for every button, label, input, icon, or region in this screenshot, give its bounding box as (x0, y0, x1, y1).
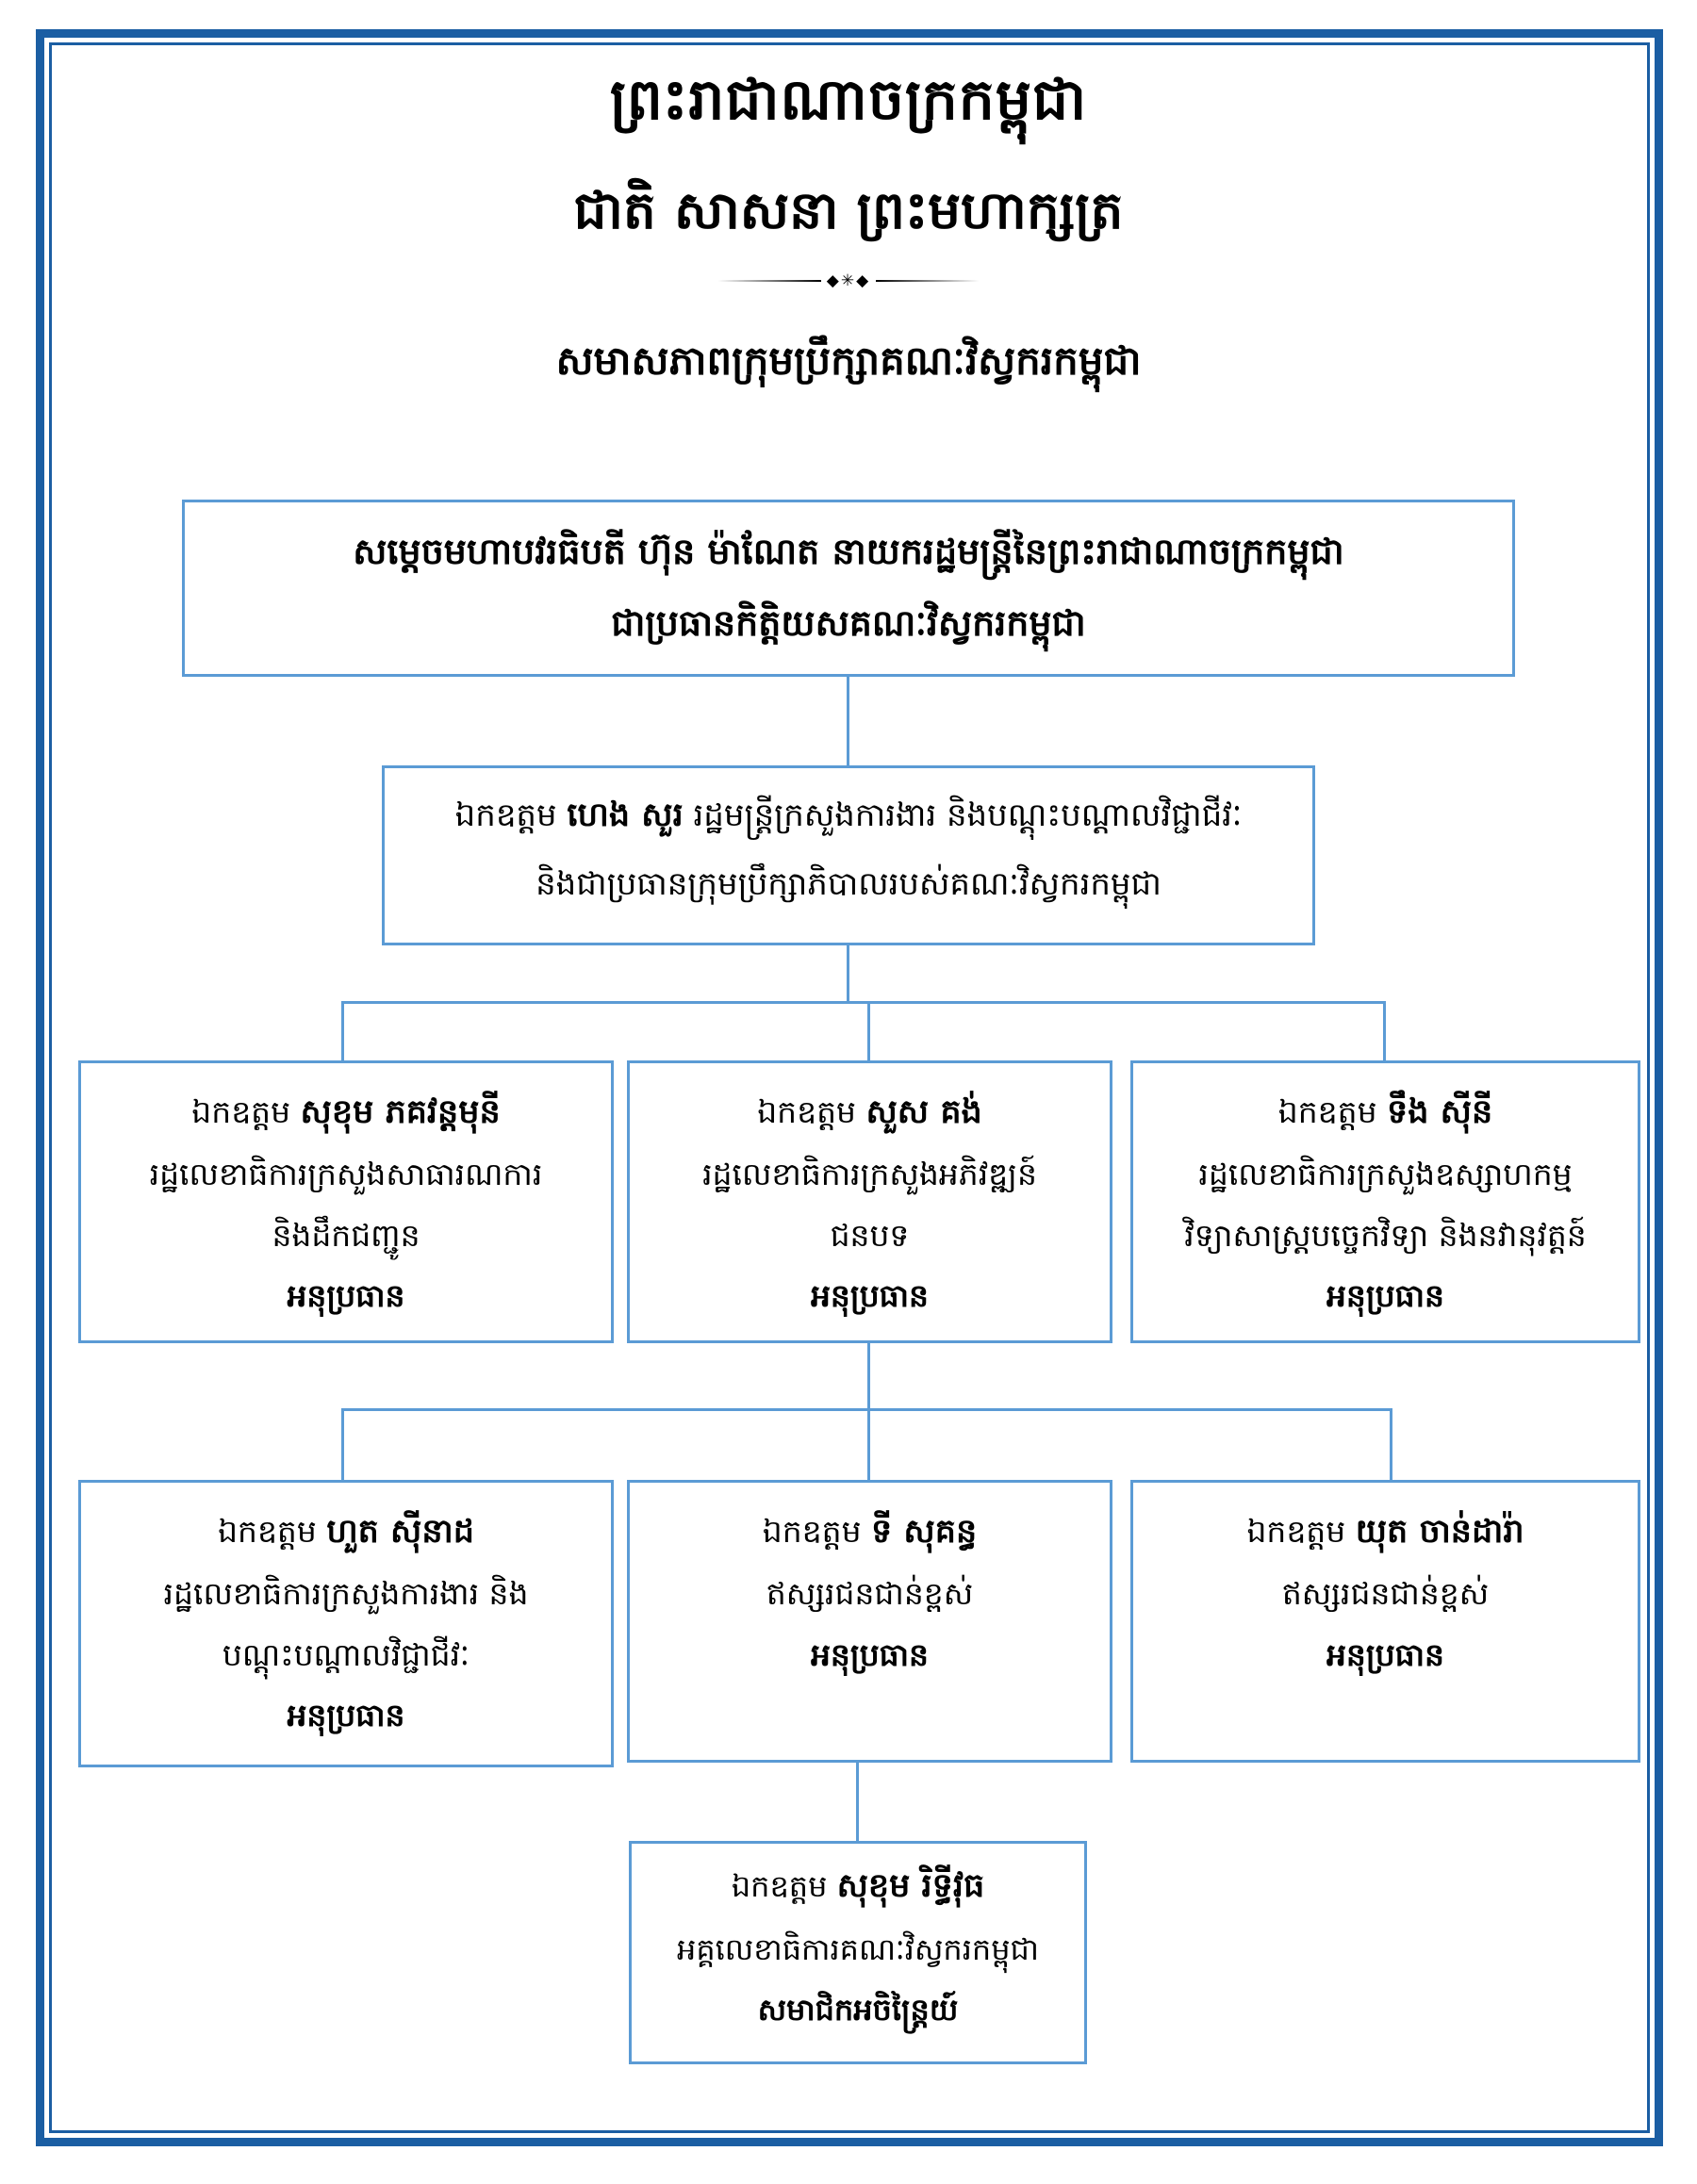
connector-line (867, 1408, 870, 1480)
role-line: រដ្ឋលេខាធិការក្រសួងឧស្សាហកម្ម (1198, 1156, 1573, 1193)
role-line: រដ្ឋលេខាធិការក្រសួងការងារ និង (163, 1575, 529, 1613)
secretary-general-box (629, 1841, 1087, 2064)
position-label: អនុប្រធាន (810, 1276, 930, 1314)
honorary-president-line1: សម្តេចមហាបវរធិបតី ហ៊ុន ម៉ាណែត នាយករដ្ឋមន្ត្រីនៃព្រះរាជាណាចក្រកម្ពុជា (353, 531, 1344, 572)
person-name: សុខុម រិទ្ធីវុធ (836, 1867, 985, 1905)
connector-line (847, 945, 849, 1004)
connector-line (856, 1763, 859, 1841)
role-line: ឥស្សរជនជាន់ខ្ពស់ (1281, 1575, 1490, 1613)
vice-president-box-misti (1130, 1060, 1640, 1343)
person-name: ទី សុគន្ធ (871, 1513, 978, 1551)
honorific: ឯកឧត្តម (454, 796, 557, 834)
person-name: សួស គង់ (865, 1093, 982, 1131)
role-line: ឥស្សរជនជាន់ខ្ពស់ (766, 1575, 974, 1613)
connector-line (867, 1343, 870, 1408)
role-line: បណ្តុះបណ្តាលវិជ្ជាជីវៈ (222, 1635, 470, 1673)
document-subtitle: សមាសភាពក្រុមប្រឹក្សាគណៈវិស្វករកម្ពុជា (555, 337, 1142, 384)
vice-president-box-dignitary-1 (627, 1480, 1112, 1763)
honorific: ឯកឧត្តម (218, 1513, 317, 1550)
ornament-line-left (717, 280, 821, 282)
honorific: ឯកឧត្តម (762, 1513, 862, 1550)
vice-president-box-dignitary-2 (1130, 1480, 1640, 1763)
position-label: អនុប្រធាន (810, 1635, 930, 1673)
honorific: ឯកឧត្តម (757, 1093, 856, 1130)
kingdom-title: ព្រះរាជាណាចក្រកម្ពុជា (609, 67, 1088, 133)
vice-president-box-mlvt (78, 1480, 614, 1767)
connector-line (1383, 1001, 1386, 1060)
role-line: វិទ្យាសាស្ត្របច្ចេកវិទ្យា និងនវានុវត្តន៍ (1184, 1216, 1587, 1254)
position-label: អនុប្រធាន (1326, 1276, 1445, 1314)
honorary-president-box (182, 500, 1515, 677)
role-line: រដ្ឋលេខាធិការក្រសួងសាធារណការ (149, 1156, 543, 1193)
connector-line (341, 1001, 1386, 1004)
honorific: ឯកឧត្តម (1246, 1513, 1346, 1550)
honorary-president-line2: ជាប្រធានកិត្តិយសគណៈវិស្វករកម្ពុជា (611, 602, 1086, 644)
chairman-role-line1: រដ្ឋមន្ត្រីក្រសួងការងារ និងបណ្តុះបណ្តាលវិជ្ជាជីវៈ (693, 796, 1243, 834)
ornament-line-right (876, 280, 980, 282)
board-chairman-box (382, 765, 1315, 945)
honorific: ឯកឧត្តម (191, 1093, 291, 1130)
role-line: រដ្ឋលេខាធិការក្រសួងអភិវឌ្ឍន៍ (702, 1156, 1037, 1193)
connector-line (1390, 1408, 1392, 1480)
person-name: ហួត ស៊ីនាដ (326, 1513, 474, 1551)
role-line: អគ្គលេខាធិការគណៈវិស្វករកម្ពុជា (677, 1931, 1039, 1967)
person-name: យុត ចាន់ដារ៉ា (1355, 1513, 1524, 1551)
motto-title: ជាតិ សាសនា ព្រះមហាក្សត្រ (573, 180, 1124, 240)
chairman-role-line2: និងជាប្រធានក្រុមប្រឹក្សាភិបាលរបស់គណៈវិស្វករកម្ពុជា (535, 864, 1162, 903)
person-name: សុខុម ភគវន្តមុនី (300, 1093, 501, 1131)
connector-line (867, 1001, 870, 1060)
position-label: អនុប្រធាន (287, 1276, 405, 1314)
role-line: និងដឹកជញ្ជូន (272, 1216, 420, 1254)
position-label: សមាជិកអចិន្ត្រៃយ៍ (757, 1992, 959, 2028)
honorific: ឯកឧត្តម (1277, 1093, 1377, 1130)
position-label: អនុប្រធាន (287, 1696, 405, 1733)
position-label: អនុប្រធាន (1326, 1635, 1445, 1673)
connector-line (847, 677, 849, 765)
person-name: ទឹង ស៊ីនី (1387, 1093, 1493, 1131)
role-line: ជនបទ (830, 1216, 910, 1254)
vice-president-box-mrd (627, 1060, 1112, 1343)
connector-line (341, 1408, 344, 1480)
person-name: ហេង សួរ (567, 796, 684, 834)
connector-line (341, 1001, 344, 1060)
honorific: ឯកឧត្តម (731, 1868, 828, 1904)
ornament-glyphs: ◆✳◆ (826, 271, 871, 290)
ornament-divider (660, 267, 1037, 295)
vice-president-box-mpwt (78, 1060, 614, 1343)
